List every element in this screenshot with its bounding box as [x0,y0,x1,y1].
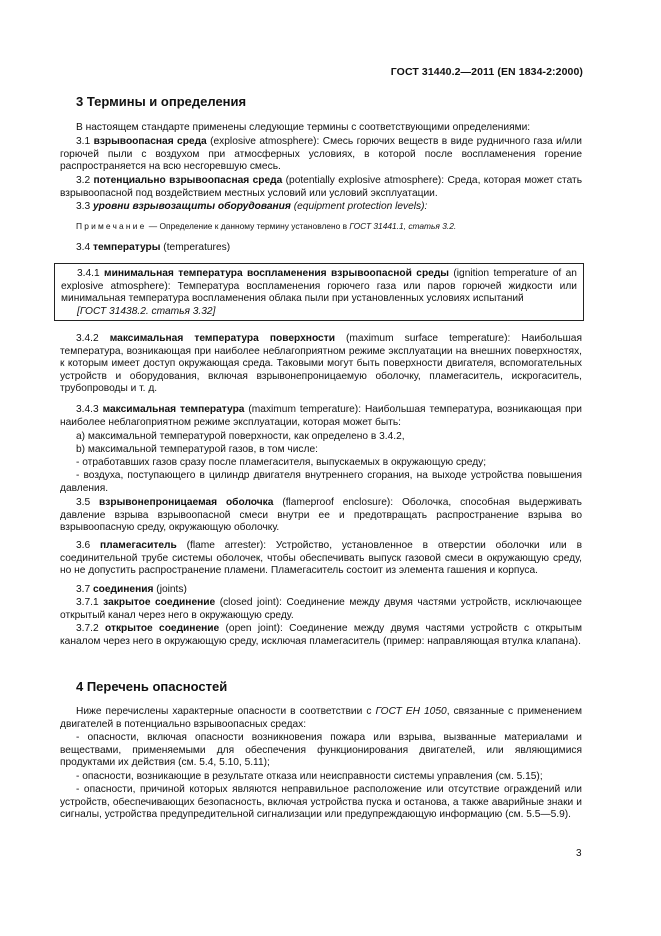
term-name: минимальная температура воспламенения взрывоопасной среды [104,268,450,279]
page-number: 3 [576,848,582,859]
intro-text: Ниже перечислены характерные опасности в соответствии с [76,706,376,717]
term-name: закрытое соединение [103,597,216,608]
term-number: 3.4.2 [76,333,110,344]
term-definition: (ignition temperature of an explosive atmosphere): Температура воспламенения горючего газа или паров горючей жидкости или минимальная температура воспламенения облака пыли при установленных условиях испытаний [61,268,577,305]
term-3-7-2 [60,623,582,648]
list-item: - отработавших газов сразу после пламегасителя, выпускаемых в окружающую среду; [76,457,487,468]
section-3-intro: В настоящем стандарте применены следующие термины с соответствующими определениями: [76,122,531,133]
term-number: 3.3 [76,201,93,212]
list-item: a) максимальной температурой поверхности, как определено в 3.4.2, [76,431,405,442]
term-definition: (explosive atmosphere): Смесь горючих веществ в виде рудничного газа и/или горючей пыли с воздухом при атмосферных условиях, в которой после воспламенения горение распространяется на всю несгоревшую смесь. [60,136,582,173]
term-definition: (potentially explosive atmosphere): Среда, которая может стать взрывоопасной под воздействием местных условий или условий эксплуатации. [60,175,582,199]
term-number: 3.5 [76,497,100,508]
term-number: 3.6 [76,540,101,551]
section-4-title: 4 Перечень опасностей [76,679,228,694]
term-3-4-1 [61,268,577,318]
term-definition: (joints) [153,584,187,595]
term-definition: (maximum surface temperature): Наибольшая температура, возникающая при наиболее неблагоприятном режиме эксплуатации на внешних поверхностях, к которым имеет доступ окружающая среда. Таковыми могут быть поверхности двигателя, вспомогательных устройств и оборудования, включая взрывонепроницаемую оболочку, пламегаситель, искрогаситель, трубопроводы и т. д. [60,333,582,395]
term-reference: [ГОСТ 31438.2. статья 3.32] [77,305,216,317]
term-3-7-1 [60,597,582,622]
term-3-4-2 [60,333,582,396]
note-3-3 [76,221,456,231]
intro-reference: ГОСТ ЕН 1050 [375,706,447,717]
term-3-6 [60,540,582,578]
term-number: 3.4.3 [76,404,103,415]
intro-text-end: , связанные с применением двигателей в потенциально взрывоопасных средах: [60,706,582,730]
term-definition: (maximum temperature): Наибольшая температура, возникающая при наиболее неблагоприятном режиме эксплуатации, которая может быть: [60,404,582,428]
note-reference: ГОСТ 31441.1, статья 3.2. [349,221,457,231]
term-definition: (flameproof enclosure): Оболочка, способная выдерживать давление взрыва взрывоопасной смеси внутри ее и предотвращать распространение взрыва во взрывоопасную среду, окружающую оболочку. [60,497,582,534]
term-definition: (open joint): Соединение между двумя частями устройств с открытым каналом через него в окружающую среду, исключая пламегаситель (пример: направляющая втулка клапана). [60,623,582,647]
term-definition: (temperatures) [160,242,231,253]
hazard-item: - опасности, включая опасности возникновения пожара или взрыва, вызванные материалами и веществами, применяемыми для обеспечения функционирования двигателей, или являющимися продуктами их действия (см. 5.4, 5.10, 5.11); [60,732,582,769]
term-3-5 [60,497,582,535]
hazard-item: - опасности, причиной которых являются неправильное расположение или отсутствие ограждений или устройств, обеспечивающих безопасность, включая устройства пуска и останова, а также аварийные знаки и сигналы, устройства предупредительной сигнализации или предупреждающую информацию (см. 5.5—5.9). [60,784,582,821]
term-number: 3.1 [76,136,94,147]
term-name: открытое соединение [104,623,220,634]
term-number: 3.2 [76,175,94,186]
term-name: температуры [93,242,161,253]
note-label: Примечание [76,221,147,231]
term-name: максимальная температура [102,404,245,415]
list-item: b) максимальной температурой газов, в том числе: [76,444,318,455]
document-header: ГОСТ 31440.2—2011 (EN 1834-2:2000) [390,66,583,78]
term-name: максимальная температура поверхности [109,333,335,344]
term-name: потенциально взрывоопасная среда [93,175,283,186]
term-3-3 [60,201,582,214]
term-number: 3.7.1 [76,597,104,608]
term-definition: (closed joint): Соединение между двумя частями устройств, исключающее открытый канал через него в окружающую среду. [60,597,582,621]
term-number: 3.4.1 [77,268,105,279]
list-item: - воздуха, поступающего в цилиндр двигателя внутреннего сгорания, на выходе устройства повышения давления. [60,470,582,494]
term-name: пламегаситель [100,540,177,551]
term-definition: (flame arrester): Устройство, установленное в отверстии оболочки или в соединительной трубе системы оболочек, чтобы обеспечивать выпуск газовой смеси в окружающую среду, но не допустить распространение пламени. Пламегаситель состоит из элемента гашения и корпуса. [60,540,582,577]
term-3-7 [60,584,582,597]
term-3-4-1-box [54,263,584,321]
note-text: — Определение к данному термину установлено в [146,221,350,231]
term-3-4-3 [60,404,582,429]
term-name: соединения [93,584,154,595]
term-number: 3.7.2 [76,623,105,634]
hazard-item: - опасности, возникающие в результате отказа или неисправности системы управления (см. 5.15); [76,771,543,782]
section-4-intro [60,706,582,731]
term-3-4 [60,242,582,255]
term-3-2 [60,175,582,200]
term-name: взрывонепроницаемая оболочка [99,497,274,508]
section-3-title: 3 Термины и определения [76,94,247,109]
term-number: 3.7 [76,584,93,595]
term-number: 3.4 [76,242,93,253]
term-name: уровни взрывозащиты оборудования [93,201,291,212]
term-3-1 [60,136,582,174]
term-name: взрывоопасная среда [93,136,207,147]
term-definition: (equipment protection levels): [290,201,428,212]
